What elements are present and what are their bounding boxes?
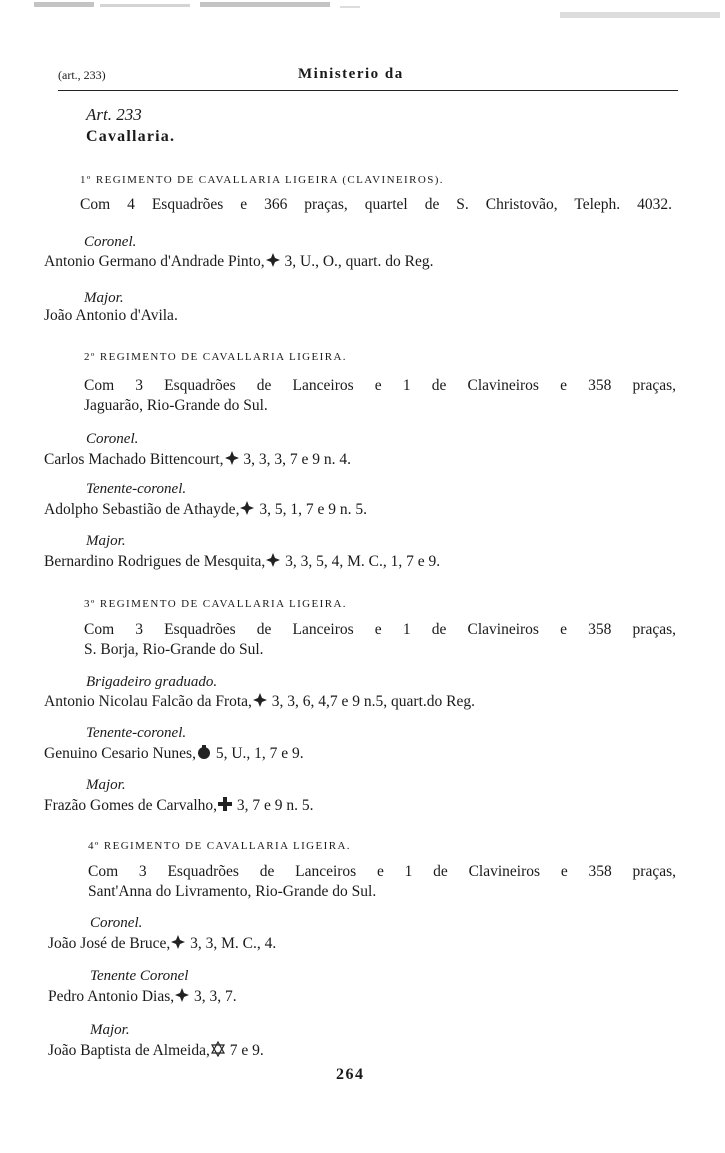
scan-noise bbox=[0, 0, 725, 30]
regiment-3-officer-1 bbox=[44, 692, 475, 711]
order-cross-icon bbox=[170, 934, 186, 950]
article-title: Art. 233 bbox=[86, 105, 142, 124]
officer-honours: 3, 5, 1, 7 e 9 n. 5. bbox=[255, 501, 367, 518]
order-cross-icon bbox=[265, 552, 281, 568]
officer-honours: 3, 3, 3, 7 e 9 n. 4. bbox=[239, 451, 352, 468]
officer-name: Carlos Machado Bittencourt, bbox=[44, 451, 224, 468]
officer-name: Frazão Gomes de Carvalho, bbox=[44, 797, 218, 814]
officer-name: Adolpho Sebastião de Athayde, bbox=[44, 501, 240, 518]
regiment-3-officer-1-rank: Brigadeiro graduado. bbox=[86, 674, 218, 690]
order-cross-icon bbox=[265, 252, 281, 268]
article-subtitle: Cavallaria. bbox=[86, 128, 176, 145]
running-head bbox=[58, 64, 678, 94]
campaign-medal-icon bbox=[196, 744, 212, 760]
officer-name: Pedro Antonio Dias, bbox=[48, 988, 175, 1005]
regiment-4-description-line-2: Sant'Anna do Livramento, Rio-Grande do Sul. bbox=[88, 883, 377, 900]
regiment-4-officer-1 bbox=[48, 934, 276, 953]
regiment-1-officer-2-rank: Major. bbox=[84, 290, 124, 306]
officer-honours: 5, U., 1, 7 e 9. bbox=[211, 745, 304, 762]
regiment-4-officer-3-rank: Major. bbox=[90, 1022, 130, 1038]
regiment-3-description-line-1: Com 3 Esquadrões de Lanceiros e 1 de Clavineiros e 358 praças, bbox=[84, 621, 676, 638]
regiment-2-officer-2 bbox=[44, 500, 367, 519]
maltese-cross-icon bbox=[217, 796, 233, 812]
regiment-2-officer-3 bbox=[44, 552, 440, 571]
officer-honours: 3, 3, 6, 4,7 e 9 n.5, quart.do Reg. bbox=[267, 693, 475, 710]
regiment-3-officer-2-rank: Tenente-coronel. bbox=[86, 725, 187, 741]
officer-honours: 3, 7 e 9 n. 5. bbox=[233, 797, 314, 814]
order-cross-icon bbox=[252, 692, 268, 708]
regiment-1-heading: 1º REGIMENTO DE CAVALLARIA LIGEIRA (CLAVINEIROS). bbox=[80, 174, 444, 186]
regiment-4-heading: 4º REGIMENTO DE CAVALLARIA LIGEIRA. bbox=[88, 840, 351, 852]
regiment-2-heading: 2º REGIMENTO DE CAVALLARIA LIGEIRA. bbox=[84, 351, 347, 363]
officer-name: Antonio Nicolau Falcão da Frota, bbox=[44, 693, 252, 710]
regiment-1-officer-1 bbox=[44, 252, 433, 271]
order-cross-icon bbox=[239, 500, 255, 516]
officer-honours: 3, 3, 7. bbox=[190, 988, 237, 1005]
running-head-title: Ministerio da bbox=[298, 66, 404, 82]
regiment-2-description-line-2: Jaguarão, Rio-Grande do Sul. bbox=[84, 397, 268, 414]
header-rule bbox=[58, 90, 678, 91]
regiment-4-description-line-1: Com 3 Esquadrões de Lanceiros e 1 de Clavineiros e 358 praças, bbox=[88, 863, 676, 880]
regiment-2-officer-3-rank: Major. bbox=[86, 533, 126, 549]
officer-name: Antonio Germano d'Andrade Pinto, bbox=[44, 253, 265, 270]
officer-honours: 3, 3, 5, 4, M. C., 1, 7 e 9. bbox=[281, 553, 441, 570]
regiment-3-officer-3-rank: Major. bbox=[86, 777, 126, 793]
officer-honours: 7 e 9. bbox=[225, 1042, 264, 1059]
regiment-4-officer-3 bbox=[48, 1041, 264, 1060]
regiment-1-description: Com 4 Esquadrões e 366 praças, quartel de S. Christovão, Teleph. 4032. bbox=[80, 196, 672, 213]
regiment-3-heading: 3º REGIMENTO DE CAVALLARIA LIGEIRA. bbox=[84, 598, 347, 610]
order-cross-icon bbox=[224, 450, 240, 466]
officer-name: Bernardino Rodrigues de Mesquita, bbox=[44, 553, 266, 570]
regiment-2-description-line-1: Com 3 Esquadrões de Lanceiros e 1 de Clavineiros e 358 praças, bbox=[84, 377, 676, 394]
page-number: 264 bbox=[336, 1066, 365, 1083]
officer-name: João José de Bruce, bbox=[48, 935, 171, 952]
regiment-2-officer-1-rank: Coronel. bbox=[86, 431, 139, 447]
six-pointed-star-icon bbox=[210, 1041, 226, 1057]
regiment-4-officer-2-rank: Tenente Coronel bbox=[90, 968, 189, 984]
regiment-1-officer-2 bbox=[44, 307, 178, 325]
article-heading bbox=[86, 104, 486, 148]
officer-name: João Antonio d'Avila. bbox=[44, 307, 178, 324]
regiment-3-officer-3 bbox=[44, 796, 314, 815]
regiment-3-officer-2 bbox=[44, 744, 304, 763]
order-cross-icon bbox=[174, 987, 190, 1003]
regiment-4-officer-1-rank: Coronel. bbox=[90, 915, 143, 931]
officer-honours: 3, 3, M. C., 4. bbox=[186, 935, 277, 952]
officer-name: Genuino Cesario Nunes, bbox=[44, 745, 196, 762]
officer-honours: 3, U., O., quart. do Reg. bbox=[280, 253, 434, 270]
regiment-2-officer-2-rank: Tenente-coronel. bbox=[86, 481, 187, 497]
regiment-3-description-line-2: S. Borja, Rio-Grande do Sul. bbox=[84, 641, 264, 658]
regiment-1-officer-1-rank: Coronel. bbox=[84, 234, 137, 250]
regiment-2-officer-1 bbox=[44, 450, 351, 469]
running-head-left: (art., 233) bbox=[58, 68, 106, 82]
officer-name: João Baptista de Almeida, bbox=[48, 1042, 210, 1059]
regiment-4-officer-2 bbox=[48, 987, 237, 1006]
